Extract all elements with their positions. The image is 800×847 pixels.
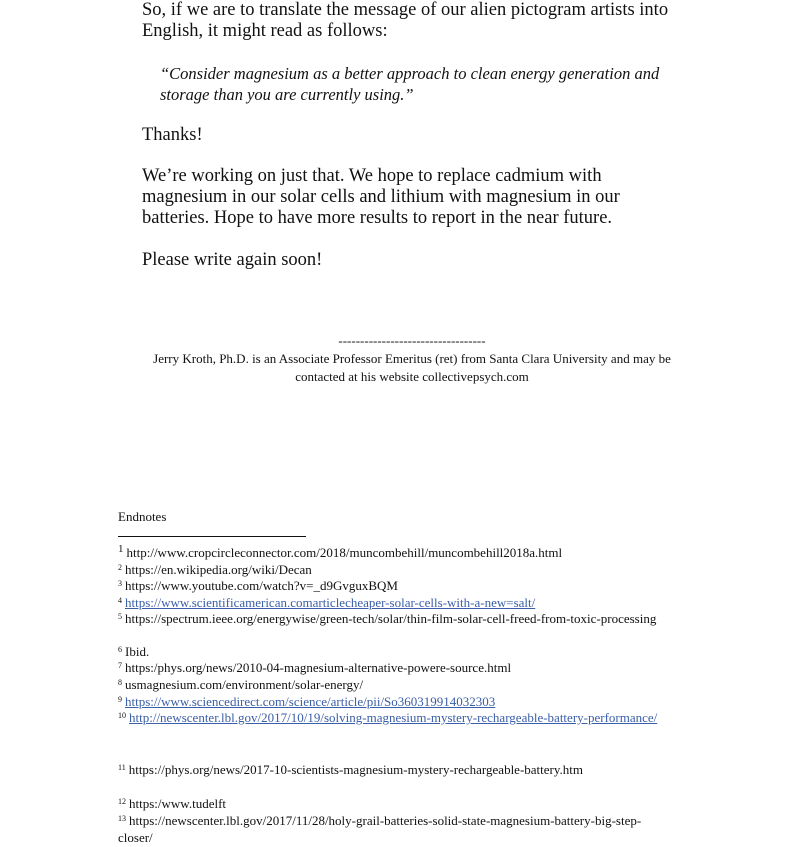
endnote-text: usmagnesium.com/environment/solar-energy/	[125, 677, 364, 692]
endnote-text: http://www.cropcircleconnector.com/2018/muncombehill/muncombehill2018a.html	[126, 545, 563, 560]
body-paragraph: We’re working on just that. We hope to replace cadmium with magnesium in our solar cells and lithium with magnesium in our batteries. Hope to have more results to report in the near future.	[142, 166, 620, 228]
endnote-link[interactable]: https://www.scientificamerican.comarticlecheaper-solar-cells-with-a-new=salt/	[125, 595, 536, 610]
endnote-number: 10	[118, 711, 126, 720]
endnote-text: Ibid.	[125, 644, 150, 659]
endnote-number: 2	[118, 563, 122, 572]
endnote-text: https://newscenter.lbl.gov/2017/11/28/holy-grail-batteries-solid-state-magnesium-battery-big-step-closer/	[118, 813, 642, 845]
author-bio: Jerry Kroth, Ph.D. is an Associate Professor Emeritus (ret) from Santa Clara University and may be contacted at his website collectivepsych.com	[153, 351, 671, 384]
endnote-number: 5	[118, 612, 122, 621]
thanks-line: Thanks!	[142, 125, 203, 145]
endnote-number: 8	[118, 678, 122, 687]
endnote-text: https:/www.tudelft	[129, 796, 227, 811]
endnote-link[interactable]: http://newscenter.lbl.gov/2017/10/19/solving-magnesium-mystery-rechargeable-battery-performance/	[129, 710, 658, 725]
closing-line: Please write again soon!	[142, 250, 323, 270]
endnote-item	[118, 710, 663, 727]
endnotes-rule	[118, 536, 306, 537]
endnote-number: 1	[118, 543, 124, 555]
endnote-number: 9	[118, 695, 122, 704]
body-paragraph: So, if we are to translate the message of our alien pictogram artists into English, it might read as follows:	[142, 0, 669, 41]
endnote-number: 3	[118, 579, 122, 588]
endnote-text: https://www.youtube.com/watch?v=_d9GvguxBQM	[125, 578, 398, 593]
endnote-item	[118, 762, 678, 779]
endnote-text: https://spectrum.ieee.org/energywise/green-tech/solar/thin-film-solar-cell-freed-from-toxic-processing	[125, 611, 657, 626]
pull-quote: “Consider magnesium as a better approach to clean energy generation and storage than you are currently using.”	[160, 64, 660, 104]
endnote-item	[118, 545, 678, 562]
endnote-link[interactable]: https://www.sciencedirect.com/science/article/pii/So360319914032303	[125, 694, 496, 709]
endnote-item	[118, 595, 678, 612]
endnote-item	[118, 796, 678, 813]
endnote-item	[118, 578, 678, 595]
endnote-item	[118, 562, 678, 579]
endnote-text: https:/phys.org/news/2010-04-magnesium-alternative-powere-source.html	[125, 660, 512, 675]
endnote-item	[118, 677, 678, 694]
author-divider: ----------------------------------	[338, 333, 486, 348]
endnote-number: 13	[118, 814, 126, 823]
endnote-text: https://phys.org/news/2017-10-scientists-magnesium-mystery-rechargeable-battery.htm	[128, 762, 583, 777]
endnote-number: 11	[118, 763, 126, 772]
endnote-item	[118, 611, 678, 628]
endnotes-title: Endnotes	[118, 509, 167, 524]
endnote-number: 6	[118, 645, 122, 654]
endnote-item	[118, 644, 678, 661]
endnote-number: 12	[118, 797, 126, 806]
endnote-item	[118, 813, 668, 846]
endnote-number: 4	[118, 596, 122, 605]
endnote-number: 7	[118, 661, 122, 670]
endnote-item	[118, 660, 678, 677]
endnote-text: https://en.wikipedia.org/wiki/Decan	[125, 562, 312, 577]
endnote-item	[118, 694, 678, 711]
